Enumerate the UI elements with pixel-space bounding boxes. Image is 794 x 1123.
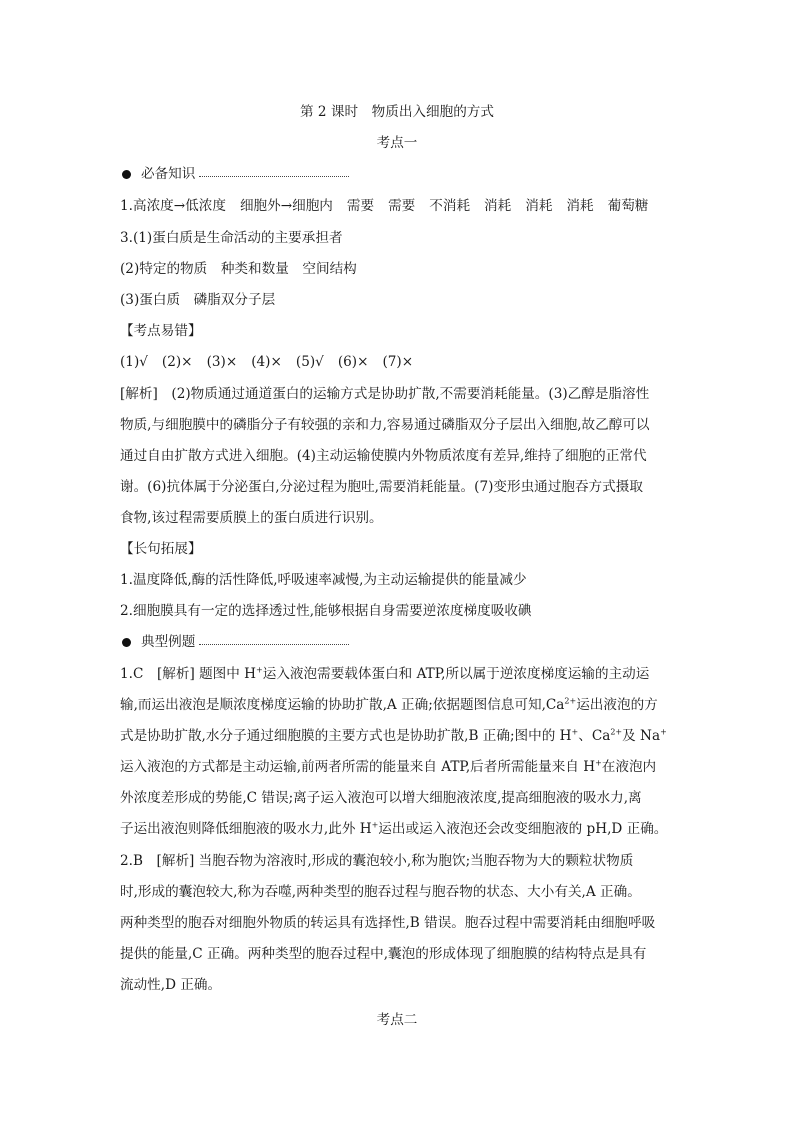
jiexi-line: 食物,该过程需要质膜上的蛋白质进行识别。 [120,510,383,526]
judgment-answer: (7)× [382,354,414,370]
text-run: 运出液泡的方 [576,697,658,713]
jiexi-line: 物质,与细胞膜中的磷脂分子有较强的亲和力,容易通过磷脂双分子层出入细胞,故乙醇可以 [120,417,650,433]
yicuo-answers [120,352,680,372]
bibei-line-1 [120,196,680,216]
superscript: + [371,820,379,830]
text-run: 1.C [解析] 题图中 H [120,666,257,682]
example1-line [120,757,680,777]
text-run: 在液泡内 [601,759,657,775]
section-heading-2: 考点二 [376,1012,418,1028]
text-run: 、Ca [578,728,611,744]
changju-line: 2.细胞膜具有一定的选择透过性,能够根据自身需要逆浓度梯度吸收碘 [120,603,532,619]
bibei-heading [120,164,680,184]
answer-item: 不消耗 [429,198,471,214]
superscript: 2+ [610,727,623,737]
bullet-icon [122,170,131,179]
text-run: 及 Na [622,728,661,744]
superscript: + [256,665,263,675]
judgment-answer: (1)√ [120,354,148,370]
superscript: + [571,727,579,737]
example1-line [120,726,680,746]
section-heading-1: 考点一 [376,135,418,151]
example2-line: 2.B [解析] 当胞吞物为溶液时,形成的囊泡较小,称为胞饮;当胞吞物为大的颗粒状物质 [120,853,634,869]
example2-line: 时,形成的囊泡较大,称为吞噬,两种类型的胞吞过程与胞吞物的状态、大小有关,A 正确。 [120,884,641,900]
example1-line [120,695,680,715]
judgment-answer: (5)√ [295,354,324,370]
jiexi-line: 谢。(6)抗体属于分泌蛋白,分泌过程为胞吐,需要消耗能量。(7)变形虫通过胞吞方式摄取 [120,479,643,495]
text-run: 运入液泡的方式都是主动运输,前两者所需的能量来自 ATP,后者所需能量来自 H [120,759,596,775]
superscript: 2+ [564,696,577,706]
dotted-rule [199,644,349,645]
bibei-label: 必备知识 [141,166,196,182]
item-number: 1. [120,198,133,214]
judgment-answer: (2)× [161,354,193,370]
text-run: 运入液泡需要载体蛋白和 ATP,所以属于逆浓度梯度运输的主动运 [262,666,650,682]
dotted-rule [199,176,349,177]
dianxing-label: 典型例题 [141,634,196,650]
judgment-answer: (6)× [337,354,369,370]
answer-item: 葡萄糖 [607,198,649,214]
yicuo-heading: 【考点易错】 [120,323,202,339]
answer-item: 消耗 [525,198,553,214]
bibei-line-3: (2)特定的物质 种类和数量 空间结构 [120,261,357,277]
changju-heading: 【长句拓展】 [120,541,202,557]
bullet-icon [122,638,131,647]
text-run: 子运出液泡则降低细胞液的吸水力,此外 H [120,821,372,837]
example2-line: 提供的能量,C 正确。两种类型的胞吞过程中,囊泡的形成体现了细胞膜的结构特点是具有 [120,946,647,962]
example2-line: 两种类型的胞吞对细胞外物质的转运具有选择性,B 错误。胞吞过程中需要消耗由细胞呼吸 [120,915,656,931]
answer-item: 需要 [346,198,375,214]
judgment-answer: (3)× [206,354,238,370]
answer-item: 需要 [388,198,416,214]
page-title: 第 2 课时 物质出入细胞的方式 [299,104,494,120]
bibei-line-2: 3.(1)蛋白质是生命活动的主要承担者 [120,230,343,246]
example1-line: 外浓度差形成的势能,C 错误;离子运入液泡可以增大细胞液浓度,提高细胞液的吸水力,离 [120,790,642,806]
answer-item: 高浓度→低浓度 [132,198,226,214]
changju-line: 1.温度降低,酶的活性降低,呼吸速率减慢,为主动运输提供的能量减少 [120,572,527,588]
example1-line [120,819,680,839]
jiexi-line: [解析] (2)物质通过通道蛋白的运输方式是协助扩散,不需要消耗能量。(3)乙醇是脂溶性 [120,386,650,402]
judgment-answer: (4)× [251,354,282,370]
jiexi-line: 通过自由扩散方式进入细胞。(4)主动运输使膜内外物质浓度有差异,维持了细胞的正常代 [120,448,647,464]
dianxing-heading [120,632,680,652]
text-run: 运出或运入液泡还会改变细胞液的 pH,D 正确。 [378,821,668,837]
example1-line [120,664,680,684]
superscript: + [660,727,667,737]
answer-item: 消耗 [484,198,512,214]
answer-item: 细胞外→细胞内 [239,198,333,214]
bibei-line-4: (3)蛋白质 磷脂双分子层 [120,292,276,308]
answer-item: 消耗 [566,198,594,214]
example2-line: 流动性,D 正确。 [120,977,222,993]
text-run: 式是协助扩散,水分子通过细胞膜的主要方式也是协助扩散,B 正确;图中的 H [120,728,572,744]
text-run: 输,而运出液泡是顺浓度梯度运输的协助扩散,A 正确;依据题图信息可知,Ca [120,697,565,713]
superscript: + [595,758,602,768]
